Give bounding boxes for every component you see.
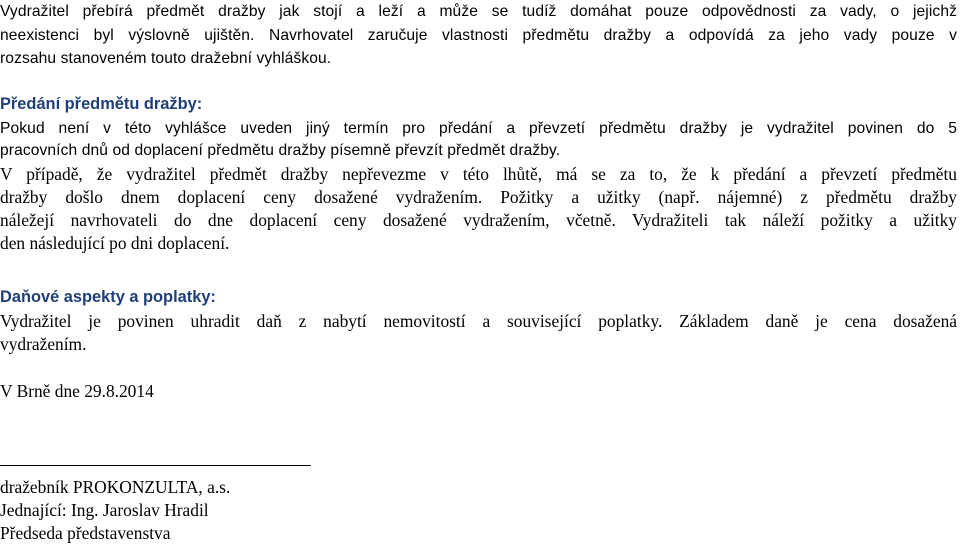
handover-line: dražby došlo dnem doplacení ceny dosažené vydražením. Požitky a užitky (např. nájemné) z předmětu dražby xyxy=(0,187,957,207)
handover-heading: Předání předmětu dražby: xyxy=(0,95,203,113)
signatory-company: dražebník PROKONZULTA, a.s. xyxy=(0,477,231,497)
tax-line: vydražením. xyxy=(0,334,87,354)
handover-line: Pokud není v této vyhlášce uveden jiný termín pro předání a převzetí předmětu dražby je vydražitel povinen do 5 xyxy=(0,120,957,137)
tax-heading: Daňové aspekty a poplatky: xyxy=(0,288,216,306)
handover-line: pracovních dnů od doplacení předmětu dražby písemně převzít předmět dražby. xyxy=(0,142,561,159)
handover-line: náležejí navrhovateli do dne doplacení ceny dosažené vydražením, včetně. Vydražiteli tak náleží požitky a užitky xyxy=(0,210,957,230)
signature-line xyxy=(0,465,311,466)
signatory-role: Předseda představenstva xyxy=(0,523,171,543)
intro-line: rozsahu stanoveném touto dražební vyhláškou. xyxy=(0,50,332,67)
intro-line: Vydražitel přebírá předmět dražby jak stojí a leží a může se tudíž domáhat pouze odpovědnosti za vady, o jejichž xyxy=(0,3,957,20)
handover-line: den následující po dni doplacení. xyxy=(0,233,230,253)
intro-paragraph xyxy=(0,0,957,70)
handover-line: V případě, že vydražitel předmět dražby nepřevezme v této lhůtě, má se za to, že k předání a převzetí předmětu xyxy=(0,164,957,184)
tax-line: Vydražitel je povinen uhradit daň z nabytí nemovitostí a související poplatky. Základem daně je cena dosažená xyxy=(0,311,957,331)
tax-section xyxy=(0,286,957,356)
place-date: V Brně dne 29.8.2014 xyxy=(0,381,154,401)
signature-block xyxy=(0,476,230,545)
handover-section xyxy=(0,93,957,255)
signatory-name: Jednající: Ing. Jaroslav Hradil xyxy=(0,500,209,520)
intro-line: neexistenci byl výslovně ujištěn. Navrhovatel zaručuje vlastnosti předmětu dražby a odpovídá za jeho vady pouze v xyxy=(0,27,957,44)
